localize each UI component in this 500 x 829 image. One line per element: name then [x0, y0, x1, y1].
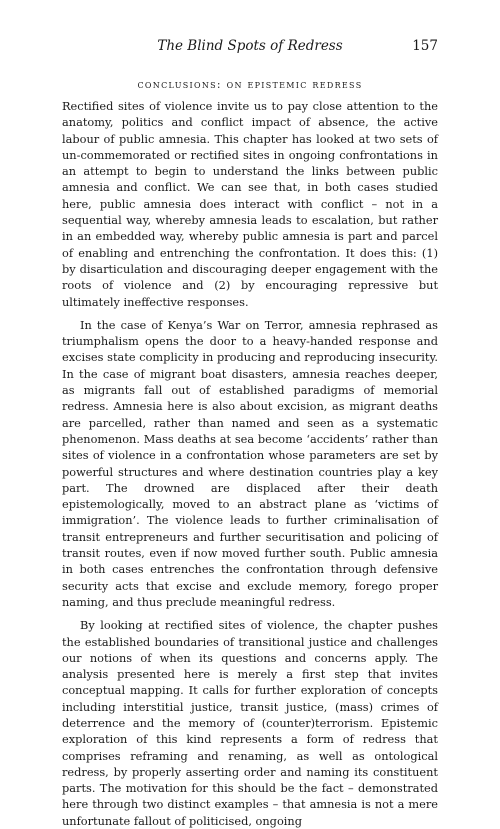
page-number: 157 [412, 38, 438, 54]
running-head [62, 36, 438, 56]
running-title: The Blind Spots of Redress [157, 38, 343, 54]
paragraph: In the case of Kenya’s War on Terror, amnesia rephrased as triumphalism opens the door to a heavy-handed response and excises state complicity in producing and reproducing insecurity. In the case of migrant boat disasters, amnesia reaches deeper, as migrants fall out of established paradigms of memorial redress. Amnesia here is also about excision, as migrant deaths are parcelled, rather than named and seen as a systematic phenomenon. Mass deaths at sea become ‘accidents’ rather than sites of violence in a confrontation whose parameters are set by powerful structures and where destination countries play a key part. The drowned are displaced after their death epistemologically, moved to an abstract plane as ‘victims of immigration’. The violence leads to further criminalisation of transit entrepreneurs and further securitisation and policing of transit routes, even if now moved further south. Public amnesia in both cases entrenches the confrontation through defensive security acts that excise and exclude memory, forego proper naming, and thus preclude meaningful redress. [62, 317, 438, 609]
body-text [62, 98, 438, 829]
section-heading: conclusions: on epistemic redress [137, 78, 363, 91]
paragraph: By looking at rectified sites of violence, the chapter pushes the established boundaries of transitional justice and challenges our notions of when its questions and concerns apply. The analysis presented here is merely a first step that invites conceptual mapping. It calls for further exploration of concepts including interstitial justice, transit justice, (mass) crimes of deterrence and the memory of (counter)terrorism. Epistemic exploration of this kind represents a form of redress that comprises reframing and renaming, as well as ontological redress, by properly asserting order and naming its constituent parts. The motivation for this should be the fact – demonstrated here through two distinct examples – that amnesia is not a mere unfortunate fallout of politicised, ongoing [62, 618, 438, 828]
paragraph: Rectified sites of violence invite us to pay close attention to the anatomy, politics and conflict impact of absence, the active labour of public amnesia. This chapter has looked at two sets of un-commemorated or rectified sites in ongoing confrontations in an attempt to begin to understand the links between public amnesia and conflict. We can see that, in both cases studied here, public amnesia does interact with conflict – not in a sequential way, whereby amnesia leads to escalation, but rather in an embedded way, whereby public amnesia is part and parcel of enabling and entrenching the confrontation. It does this: (1) by disarticulation and discouraging deeper engagement with the roots of violence and (2) by encouraging repressive but ultimately ineffective responses. [62, 99, 438, 309]
